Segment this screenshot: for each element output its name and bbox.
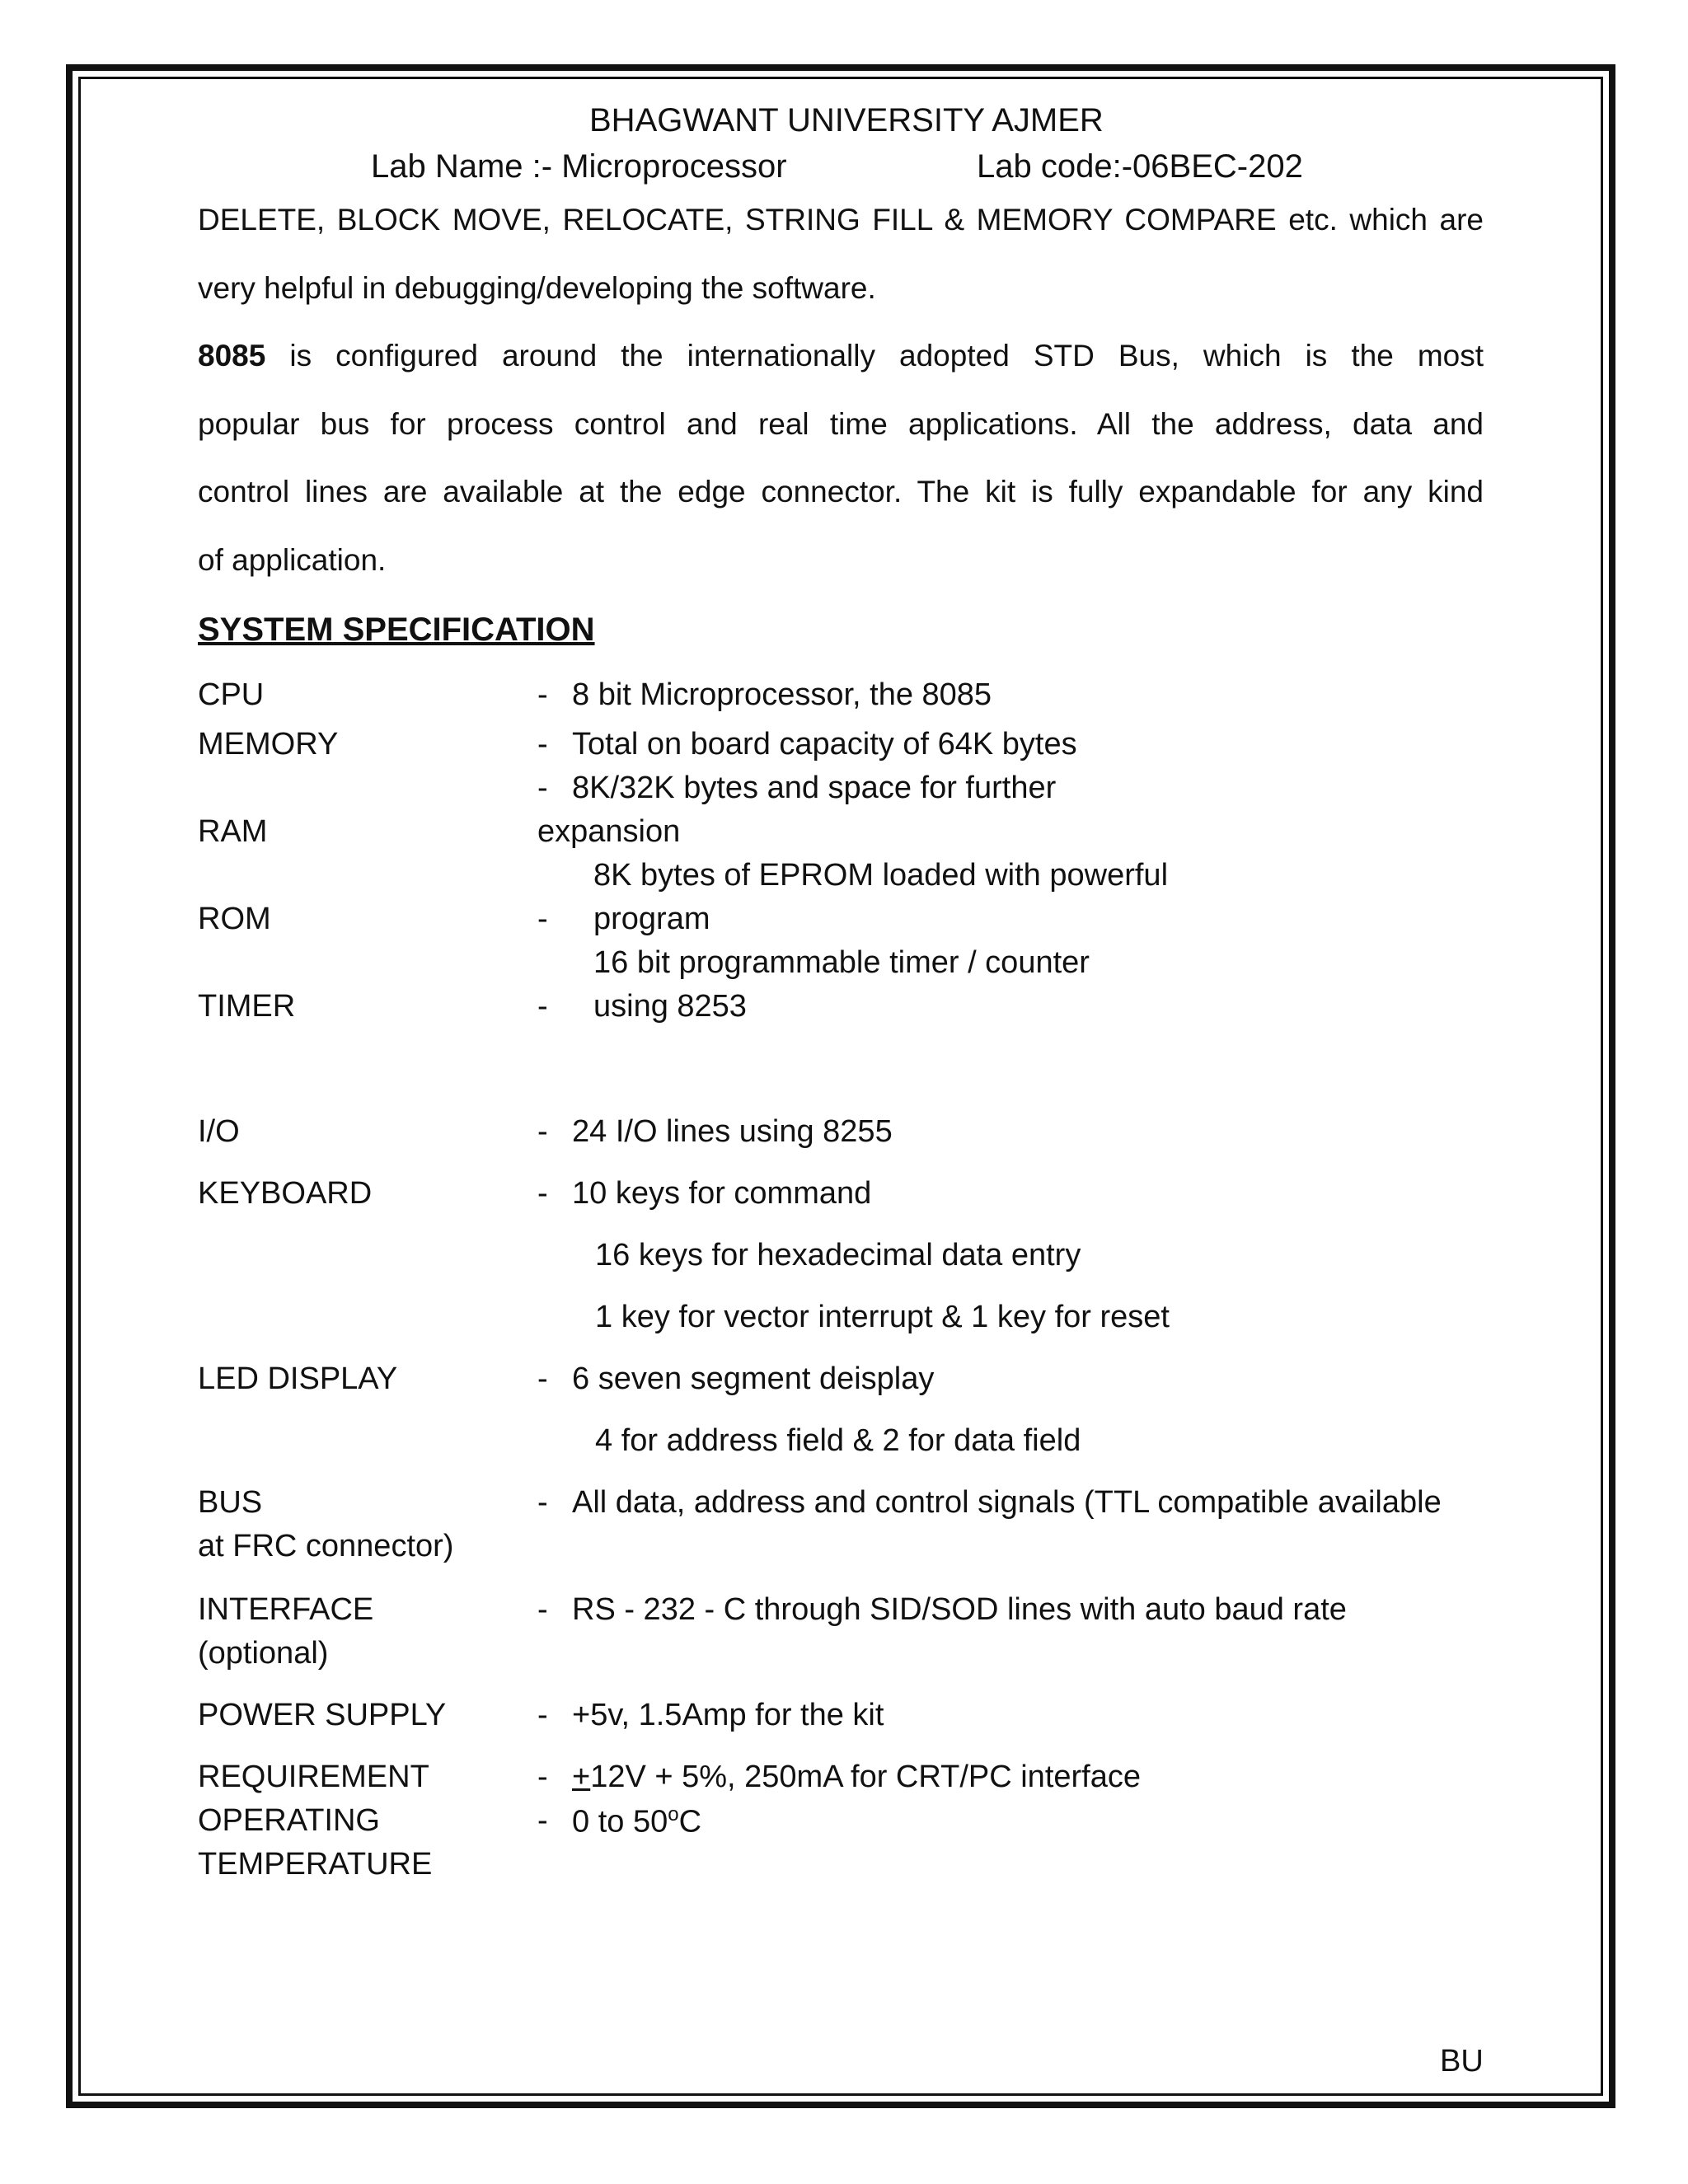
spec-value-led-2: 4 for address field & 2 for data field: [595, 1423, 1081, 1458]
optemp-unit: C: [678, 1804, 702, 1840]
spec-value-ram-1: 8K/32K bytes and space for further: [572, 771, 1057, 805]
spec-value-keyboard-2: 16 keys for hexadecimal data entry: [595, 1238, 1081, 1272]
spec-value-io: 24 I/O lines using 8255: [572, 1114, 893, 1149]
p2-bold-8085: 8085: [198, 339, 266, 373]
spec-label-rom: ROM: [198, 902, 271, 936]
spec-dash: -: [537, 1485, 548, 1520]
spec-dash: -: [537, 677, 548, 712]
spec-value-timer-1: 16 bit programmable timer / counter: [593, 945, 1090, 980]
intro-line-2: very helpful in debugging/developing the software.: [198, 271, 876, 305]
spec-value-rom-1: 8K bytes of EPROM loaded with powerful: [593, 858, 1169, 893]
spec-value-power: +5v, 1.5Amp for the kit: [572, 1698, 884, 1732]
spec-label-keyboard: KEYBOARD: [198, 1176, 373, 1211]
intro-line-1: DELETE, BLOCK MOVE, RELOCATE, STRING FILL & MEMORY COMPARE etc. which are: [198, 203, 1484, 237]
spec-label-optemp-2: TEMPERATURE: [198, 1847, 433, 1882]
p2-line-2: popular bus for process control and real time applications. All the address, data and: [198, 407, 1484, 441]
lab-name: Lab Name :- Microprocessor: [371, 148, 787, 185]
optemp-value: 0 to 50: [572, 1804, 668, 1840]
spec-label-bus-2: at FRC connector): [198, 1529, 454, 1563]
plus-minus-sign: +: [572, 1760, 591, 1794]
spec-value-led-1: 6 seven segment deisplay: [572, 1361, 935, 1396]
spec-dash: -: [537, 1760, 548, 1794]
spec-value-cpu: 8 bit Microprocessor, the 8085: [572, 677, 992, 712]
spec-value-optemp: [572, 1803, 701, 1840]
spec-label-timer: TIMER: [198, 989, 296, 1024]
p2-line-1-text: is configured around the internationally adopted STD Bus, which is the most: [265, 339, 1484, 373]
spec-dash: -: [537, 771, 548, 805]
spec-label-interface-2: (optional): [198, 1636, 329, 1671]
spec-value-keyboard-3: 1 key for vector interrupt & 1 key for reset: [595, 1300, 1170, 1334]
p2-line-1: [198, 340, 1484, 371]
spec-value-ram-2: expansion: [537, 814, 681, 849]
spec-value-memory: Total on board capacity of 64K bytes: [572, 727, 1077, 762]
spec-value-requirement: [572, 1760, 1141, 1795]
spec-label-requirement: REQUIREMENT: [198, 1760, 429, 1794]
spec-label-io: I/O: [198, 1114, 240, 1149]
spec-label-memory: MEMORY: [198, 727, 339, 762]
spec-label-power: POWER SUPPLY: [198, 1698, 447, 1732]
spec-label-led: LED DISPLAY: [198, 1361, 398, 1396]
footer-bu: BU: [1440, 2044, 1484, 2079]
spec-label-optemp-1: OPERATING: [198, 1803, 380, 1838]
spec-dash: -: [537, 1592, 548, 1627]
section-title: SYSTEM SPECIFICATION: [198, 612, 595, 648]
spec-label-interface: INTERFACE: [198, 1592, 374, 1627]
spec-dash: -: [537, 727, 548, 762]
spec-label-cpu: CPU: [198, 677, 265, 712]
spec-value-timer-2: using 8253: [593, 989, 747, 1024]
spec-value-rom-2: program: [593, 902, 710, 936]
requirement-text: 12V + 5%, 250mA for CRT/PC interface: [590, 1760, 1141, 1794]
spec-label-bus: BUS: [198, 1485, 263, 1520]
spec-dash: -: [537, 902, 548, 936]
spec-dash: -: [537, 1698, 548, 1732]
spec-value-bus: All data, address and control signals (TTL compatible available: [572, 1485, 1442, 1520]
spec-dash: -: [537, 989, 548, 1024]
spec-dash: -: [537, 1114, 548, 1149]
lab-code: Lab code:-06BEC-202: [977, 148, 1303, 185]
degree-superscript: o: [668, 1803, 679, 1825]
spec-dash: -: [537, 1803, 548, 1838]
spec-label-ram: RAM: [198, 814, 268, 849]
spec-value-keyboard-1: 10 keys for command: [572, 1176, 872, 1211]
spec-dash: -: [537, 1361, 548, 1396]
spec-dash: -: [537, 1176, 548, 1211]
spec-value-interface: RS - 232 - C through SID/SOD lines with auto baud rate: [572, 1592, 1347, 1627]
p2-line-3: control lines are available at the edge connector. The kit is fully expandable for any kind: [198, 475, 1484, 509]
p2-line-4: of application.: [198, 543, 387, 577]
university-title: BHAGWANT UNIVERSITY AJMER: [589, 102, 1104, 138]
